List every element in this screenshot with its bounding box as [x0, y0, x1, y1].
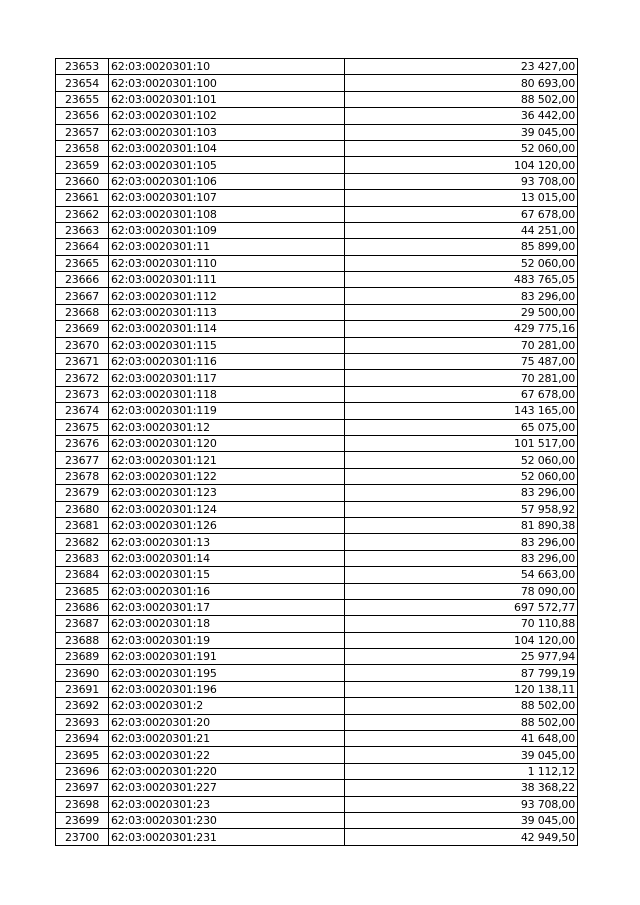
row-number-cell: 23692: [56, 698, 109, 714]
row-number-cell: 23681: [56, 517, 109, 533]
cadastral-value-cell: 83 296,00: [345, 534, 578, 550]
row-number-cell: 23687: [56, 616, 109, 632]
cadastral-number-cell: 62:03:0020301:19: [109, 632, 345, 648]
row-number-cell: 23663: [56, 222, 109, 238]
row-number-cell: 23678: [56, 468, 109, 484]
row-number-cell: 23689: [56, 649, 109, 665]
cadastral-number-cell: 62:03:0020301:227: [109, 780, 345, 796]
cadastral-value-cell: 83 296,00: [345, 485, 578, 501]
cadastral-value-cell: 88 502,00: [345, 714, 578, 730]
table-row: [56, 304, 578, 320]
row-number-cell: 23671: [56, 354, 109, 370]
cadastral-number-cell: 62:03:0020301:105: [109, 157, 345, 173]
table-row: [56, 731, 578, 747]
table-row: [56, 829, 578, 845]
row-number-cell: 23655: [56, 91, 109, 107]
cadastral-number-cell: 62:03:0020301:111: [109, 272, 345, 288]
cadastral-value-cell: 70 281,00: [345, 337, 578, 353]
cadastral-number-cell: 62:03:0020301:23: [109, 796, 345, 812]
row-number-cell: 23662: [56, 206, 109, 222]
cadastral-number-cell: 62:03:0020301:100: [109, 75, 345, 91]
table-row: [56, 632, 578, 648]
row-number-cell: 23669: [56, 321, 109, 337]
cadastral-number-cell: 62:03:0020301:16: [109, 583, 345, 599]
row-number-cell: 23677: [56, 452, 109, 468]
row-number-cell: 23680: [56, 501, 109, 517]
cadastral-number-cell: 62:03:0020301:101: [109, 91, 345, 107]
cadastral-number-cell: 62:03:0020301:13: [109, 534, 345, 550]
cadastral-value-cell: 87 799,19: [345, 665, 578, 681]
cadastral-value-cell: 93 708,00: [345, 173, 578, 189]
table-row: [56, 698, 578, 714]
table-row: [56, 255, 578, 271]
table-row: [56, 599, 578, 615]
row-number-cell: 23691: [56, 681, 109, 697]
row-number-cell: 23676: [56, 435, 109, 451]
cadastral-value-cell: 52 060,00: [345, 468, 578, 484]
row-number-cell: 23683: [56, 550, 109, 566]
cadastral-number-cell: 62:03:0020301:108: [109, 206, 345, 222]
cadastral-number-cell: 62:03:0020301:121: [109, 452, 345, 468]
cadastral-value-cell: 83 296,00: [345, 550, 578, 566]
table-row: [56, 681, 578, 697]
row-number-cell: 23654: [56, 75, 109, 91]
table-row: [56, 517, 578, 533]
cadastral-number-cell: 62:03:0020301:14: [109, 550, 345, 566]
table-row: [56, 354, 578, 370]
table-row: [56, 403, 578, 419]
table-row: [56, 370, 578, 386]
cadastral-number-cell: 62:03:0020301:103: [109, 124, 345, 140]
row-number-cell: 23668: [56, 304, 109, 320]
row-number-cell: 23675: [56, 419, 109, 435]
cadastral-value-cell: 44 251,00: [345, 222, 578, 238]
cadastral-number-cell: 62:03:0020301:196: [109, 681, 345, 697]
row-number-cell: 23656: [56, 108, 109, 124]
row-number-cell: 23685: [56, 583, 109, 599]
cadastral-value-cell: 75 487,00: [345, 354, 578, 370]
cadastral-number-cell: 62:03:0020301:122: [109, 468, 345, 484]
table-row: [56, 75, 578, 91]
table-row: [56, 91, 578, 107]
cadastral-value-cell: 54 663,00: [345, 567, 578, 583]
row-number-cell: 23698: [56, 796, 109, 812]
row-number-cell: 23696: [56, 763, 109, 779]
cadastral-number-cell: 62:03:0020301:119: [109, 403, 345, 419]
row-number-cell: 23694: [56, 731, 109, 747]
cadastral-number-cell: 62:03:0020301:17: [109, 599, 345, 615]
table-row: [56, 157, 578, 173]
row-number-cell: 23700: [56, 829, 109, 845]
row-number-cell: 23674: [56, 403, 109, 419]
row-number-cell: 23697: [56, 780, 109, 796]
cadastral-value-cell: 65 075,00: [345, 419, 578, 435]
table-row: [56, 206, 578, 222]
cadastral-value-cell: 23 427,00: [345, 59, 578, 75]
cadastral-value-cell: 52 060,00: [345, 255, 578, 271]
table-row: [56, 550, 578, 566]
row-number-cell: 23679: [56, 485, 109, 501]
cadastral-value-cell: 42 949,50: [345, 829, 578, 845]
table-row: [56, 435, 578, 451]
cadastral-number-cell: 62:03:0020301:22: [109, 747, 345, 763]
cadastral-value-cell: 39 045,00: [345, 124, 578, 140]
table-row: [56, 124, 578, 140]
cadastral-number-cell: 62:03:0020301:114: [109, 321, 345, 337]
table-row: [56, 59, 578, 75]
row-number-cell: 23670: [56, 337, 109, 353]
cadastral-number-cell: 62:03:0020301:120: [109, 435, 345, 451]
cadastral-value-cell: 38 368,22: [345, 780, 578, 796]
row-number-cell: 23693: [56, 714, 109, 730]
row-number-cell: 23672: [56, 370, 109, 386]
table-row: [56, 665, 578, 681]
cadastral-value-cell: 85 899,00: [345, 239, 578, 255]
cadastral-number-cell: 62:03:0020301:123: [109, 485, 345, 501]
table-row: [56, 812, 578, 828]
cadastral-number-cell: 62:03:0020301:195: [109, 665, 345, 681]
table-row: [56, 649, 578, 665]
cadastral-number-cell: 62:03:0020301:220: [109, 763, 345, 779]
cadastral-value-cell: 104 120,00: [345, 632, 578, 648]
cadastral-number-cell: 62:03:0020301:11: [109, 239, 345, 255]
row-number-cell: 23659: [56, 157, 109, 173]
cadastral-value-cell: 25 977,94: [345, 649, 578, 665]
row-number-cell: 23661: [56, 190, 109, 206]
cadastral-value-cell: 101 517,00: [345, 435, 578, 451]
cadastral-value-cell: 67 678,00: [345, 206, 578, 222]
table-row: [56, 485, 578, 501]
cadastral-value-cell: 39 045,00: [345, 812, 578, 828]
cadastral-value-cell: 39 045,00: [345, 747, 578, 763]
row-number-cell: 23665: [56, 255, 109, 271]
cadastral-value-cell: 80 693,00: [345, 75, 578, 91]
cadastral-number-cell: 62:03:0020301:110: [109, 255, 345, 271]
table-row: [56, 140, 578, 156]
cadastral-value-cell: 41 648,00: [345, 731, 578, 747]
table-row: [56, 173, 578, 189]
cadastral-value-cell: 104 120,00: [345, 157, 578, 173]
cadastral-number-cell: 62:03:0020301:106: [109, 173, 345, 189]
table-row: [56, 108, 578, 124]
cadastral-value-cell: 29 500,00: [345, 304, 578, 320]
cadastral-value-cell: 57 958,92: [345, 501, 578, 517]
table-row: [56, 222, 578, 238]
cadastral-value-cell: 67 678,00: [345, 386, 578, 402]
cadastral-number-cell: 62:03:0020301:20: [109, 714, 345, 730]
cadastral-value-table: [55, 58, 578, 846]
cadastral-number-cell: 62:03:0020301:117: [109, 370, 345, 386]
cadastral-value-cell: 13 015,00: [345, 190, 578, 206]
row-number-cell: 23682: [56, 534, 109, 550]
row-number-cell: 23688: [56, 632, 109, 648]
table-row: [56, 468, 578, 484]
table-row: [56, 714, 578, 730]
cadastral-number-cell: 62:03:0020301:191: [109, 649, 345, 665]
row-number-cell: 23666: [56, 272, 109, 288]
cadastral-number-cell: 62:03:0020301:115: [109, 337, 345, 353]
row-number-cell: 23699: [56, 812, 109, 828]
cadastral-number-cell: 62:03:0020301:107: [109, 190, 345, 206]
table-row: [56, 337, 578, 353]
cadastral-value-cell: 429 775,16: [345, 321, 578, 337]
table-row: [56, 534, 578, 550]
cadastral-number-cell: 62:03:0020301:231: [109, 829, 345, 845]
cadastral-number-cell: 62:03:0020301:18: [109, 616, 345, 632]
row-number-cell: 23653: [56, 59, 109, 75]
cadastral-number-cell: 62:03:0020301:126: [109, 517, 345, 533]
cadastral-value-cell: 78 090,00: [345, 583, 578, 599]
row-number-cell: 23690: [56, 665, 109, 681]
cadastral-number-cell: 62:03:0020301:118: [109, 386, 345, 402]
row-number-cell: 23658: [56, 140, 109, 156]
cadastral-number-cell: 62:03:0020301:102: [109, 108, 345, 124]
row-number-cell: 23657: [56, 124, 109, 140]
cadastral-value-cell: 81 890,38: [345, 517, 578, 533]
table-row: [56, 780, 578, 796]
table-row: [56, 190, 578, 206]
cadastral-number-cell: 62:03:0020301:112: [109, 288, 345, 304]
table-row: [56, 616, 578, 632]
row-number-cell: 23664: [56, 239, 109, 255]
table-row: [56, 796, 578, 812]
cadastral-number-cell: 62:03:0020301:104: [109, 140, 345, 156]
table-row: [56, 747, 578, 763]
cadastral-value-cell: 88 502,00: [345, 698, 578, 714]
cadastral-value-cell: 143 165,00: [345, 403, 578, 419]
row-number-cell: 23695: [56, 747, 109, 763]
cadastral-number-cell: 62:03:0020301:230: [109, 812, 345, 828]
cadastral-number-cell: 62:03:0020301:109: [109, 222, 345, 238]
cadastral-value-cell: 93 708,00: [345, 796, 578, 812]
cadastral-value-cell: 83 296,00: [345, 288, 578, 304]
cadastral-value-cell: 70 281,00: [345, 370, 578, 386]
cadastral-number-cell: 62:03:0020301:116: [109, 354, 345, 370]
row-number-cell: 23673: [56, 386, 109, 402]
table-row: [56, 321, 578, 337]
cadastral-value-cell: 36 442,00: [345, 108, 578, 124]
cadastral-value-cell: 120 138,11: [345, 681, 578, 697]
table-row: [56, 288, 578, 304]
table-row: [56, 419, 578, 435]
table-body: [56, 59, 578, 846]
cadastral-value-cell: 697 572,77: [345, 599, 578, 615]
table-row: [56, 763, 578, 779]
cadastral-number-cell: 62:03:0020301:12: [109, 419, 345, 435]
cadastral-value-cell: 70 110,88: [345, 616, 578, 632]
cadastral-number-cell: 62:03:0020301:10: [109, 59, 345, 75]
cadastral-number-cell: 62:03:0020301:21: [109, 731, 345, 747]
cadastral-number-cell: 62:03:0020301:124: [109, 501, 345, 517]
row-number-cell: 23667: [56, 288, 109, 304]
row-number-cell: 23686: [56, 599, 109, 615]
cadastral-value-cell: 52 060,00: [345, 140, 578, 156]
row-number-cell: 23660: [56, 173, 109, 189]
table-row: [56, 452, 578, 468]
cadastral-number-cell: 62:03:0020301:113: [109, 304, 345, 320]
table-row: [56, 583, 578, 599]
table-row: [56, 386, 578, 402]
cadastral-number-cell: 62:03:0020301:2: [109, 698, 345, 714]
table-row: [56, 567, 578, 583]
cadastral-value-cell: 483 765,05: [345, 272, 578, 288]
cadastral-value-cell: 52 060,00: [345, 452, 578, 468]
row-number-cell: 23684: [56, 567, 109, 583]
cadastral-value-cell: 88 502,00: [345, 91, 578, 107]
table-row: [56, 501, 578, 517]
cadastral-number-cell: 62:03:0020301:15: [109, 567, 345, 583]
table-row: [56, 272, 578, 288]
cadastral-value-cell: 1 112,12: [345, 763, 578, 779]
table-row: [56, 239, 578, 255]
